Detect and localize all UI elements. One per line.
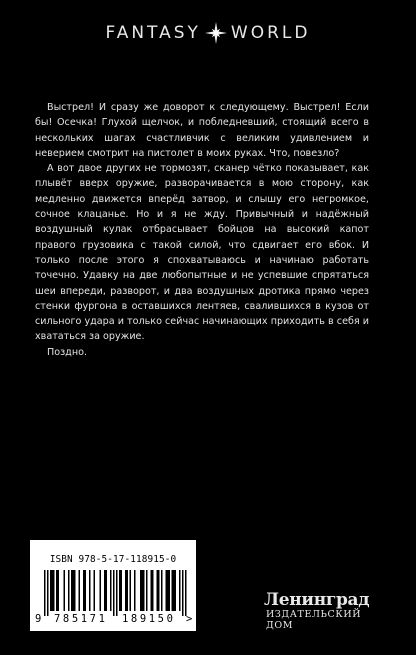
barcode-bar (134, 570, 136, 611)
barcode-bar (157, 570, 159, 611)
barcode-bar (53, 570, 55, 611)
barcode-bar (89, 570, 91, 611)
sparkle-star-icon (205, 22, 227, 44)
blurb-text (35, 100, 369, 360)
barcode-bar (119, 570, 121, 611)
barcode-bar (106, 570, 108, 611)
isbn-label: ISBN 978-5-17-118915-0 (49, 554, 177, 565)
barcode-bar (127, 570, 129, 611)
blurb-paragraph-2: А вот двое других не тормозят, сканер чётко показывает, как плывёт вверх оружие, разворачивается в мою сторону, как медленно движется вперёд затвор, и слышу его негромкое, сочное клацанье. Но и я не жду. Привычный и надёжный воздушный кулак отбрасывает бойцов на высокий капот правого грузовика с такой силой, что сдвигает его вбок. И только после этого я спохватываюсь и начинаю работать точечно. Удавку на две любопытные и не успевшие спрятаться шеи впереди, разворот, и два воздушных дротика прямо через стенки фургона в оставшихся лентяев, свалившихся в кузов от сильного удара и только сейчас начинающих приходить в себя и хвататься за оружие. (35, 163, 369, 343)
barcode-bar (173, 570, 175, 611)
blurb-paragraph-3: Поздно. (47, 346, 88, 358)
barcode-bar (146, 570, 148, 611)
barcode-bar (130, 570, 132, 611)
barcode-bar (172, 570, 174, 611)
barcode-digit-first: 9 (35, 613, 42, 625)
barcode-bar (140, 570, 142, 611)
barcode-bar (125, 570, 127, 611)
barcode-bar (151, 570, 153, 611)
barcode-bar (83, 570, 85, 611)
barcode-bar (142, 570, 144, 611)
barcode-bar (74, 570, 76, 611)
barcode-bar (116, 570, 118, 616)
series-title-right: WORLD (230, 23, 311, 43)
barcode-bar (161, 570, 163, 611)
barcode-bar (169, 570, 171, 611)
barcode-bar (166, 570, 168, 611)
barcode-bar (175, 570, 177, 611)
barcode-bar (179, 570, 181, 611)
barcode-bar (110, 570, 112, 611)
barcode-bar (158, 570, 160, 611)
barcode-bar (50, 570, 52, 611)
barcode-digit-group-1: 785171 (54, 613, 108, 625)
barcode-bar (182, 570, 184, 616)
barcode-bar (52, 570, 54, 611)
barcode-bar (71, 570, 73, 611)
barcode-bar (68, 570, 70, 611)
barcode-box (30, 540, 196, 631)
barcode-bar (44, 570, 46, 616)
series-title-left: FANTASY (105, 23, 201, 43)
barcode-bar (47, 570, 49, 616)
barcode-digit-group-2: 189150 (122, 613, 176, 625)
barcode-bar (58, 570, 60, 611)
barcode-bar (113, 570, 115, 616)
blurb-paragraph-1: Выстрел! И сразу же доворот к следующему. Выстрел! Если бы! Осечка! Глухой щелчок, и побледневший, стоящий всего в нескольких шагах счастливчик с великим удивлением и неверием смотрит на пистолет в моих руках. Что, повезло? (35, 102, 369, 159)
barcode-bar (152, 570, 154, 611)
barcode-icon (35, 570, 191, 616)
barcode-bar (185, 570, 187, 616)
barcode-bar (167, 570, 169, 611)
barcode-bar (85, 570, 87, 611)
series-title (0, 22, 416, 44)
barcode-bar (100, 570, 102, 611)
barcode-bar (73, 570, 75, 611)
barcode-bar (143, 570, 145, 611)
barcode-arrow: > (186, 613, 193, 625)
barcode-bar (64, 570, 66, 611)
publisher-logo (264, 591, 384, 631)
barcode-bar (56, 570, 58, 611)
publisher-subtitle: ИЗДАТЕЛЬСКИЙ ДОМ (266, 609, 362, 631)
publisher-name: Ленинград (264, 590, 370, 610)
barcode-bar (104, 570, 106, 611)
barcode-bar (94, 570, 96, 611)
barcode-bar (79, 570, 81, 611)
barcode-bar (121, 570, 123, 611)
